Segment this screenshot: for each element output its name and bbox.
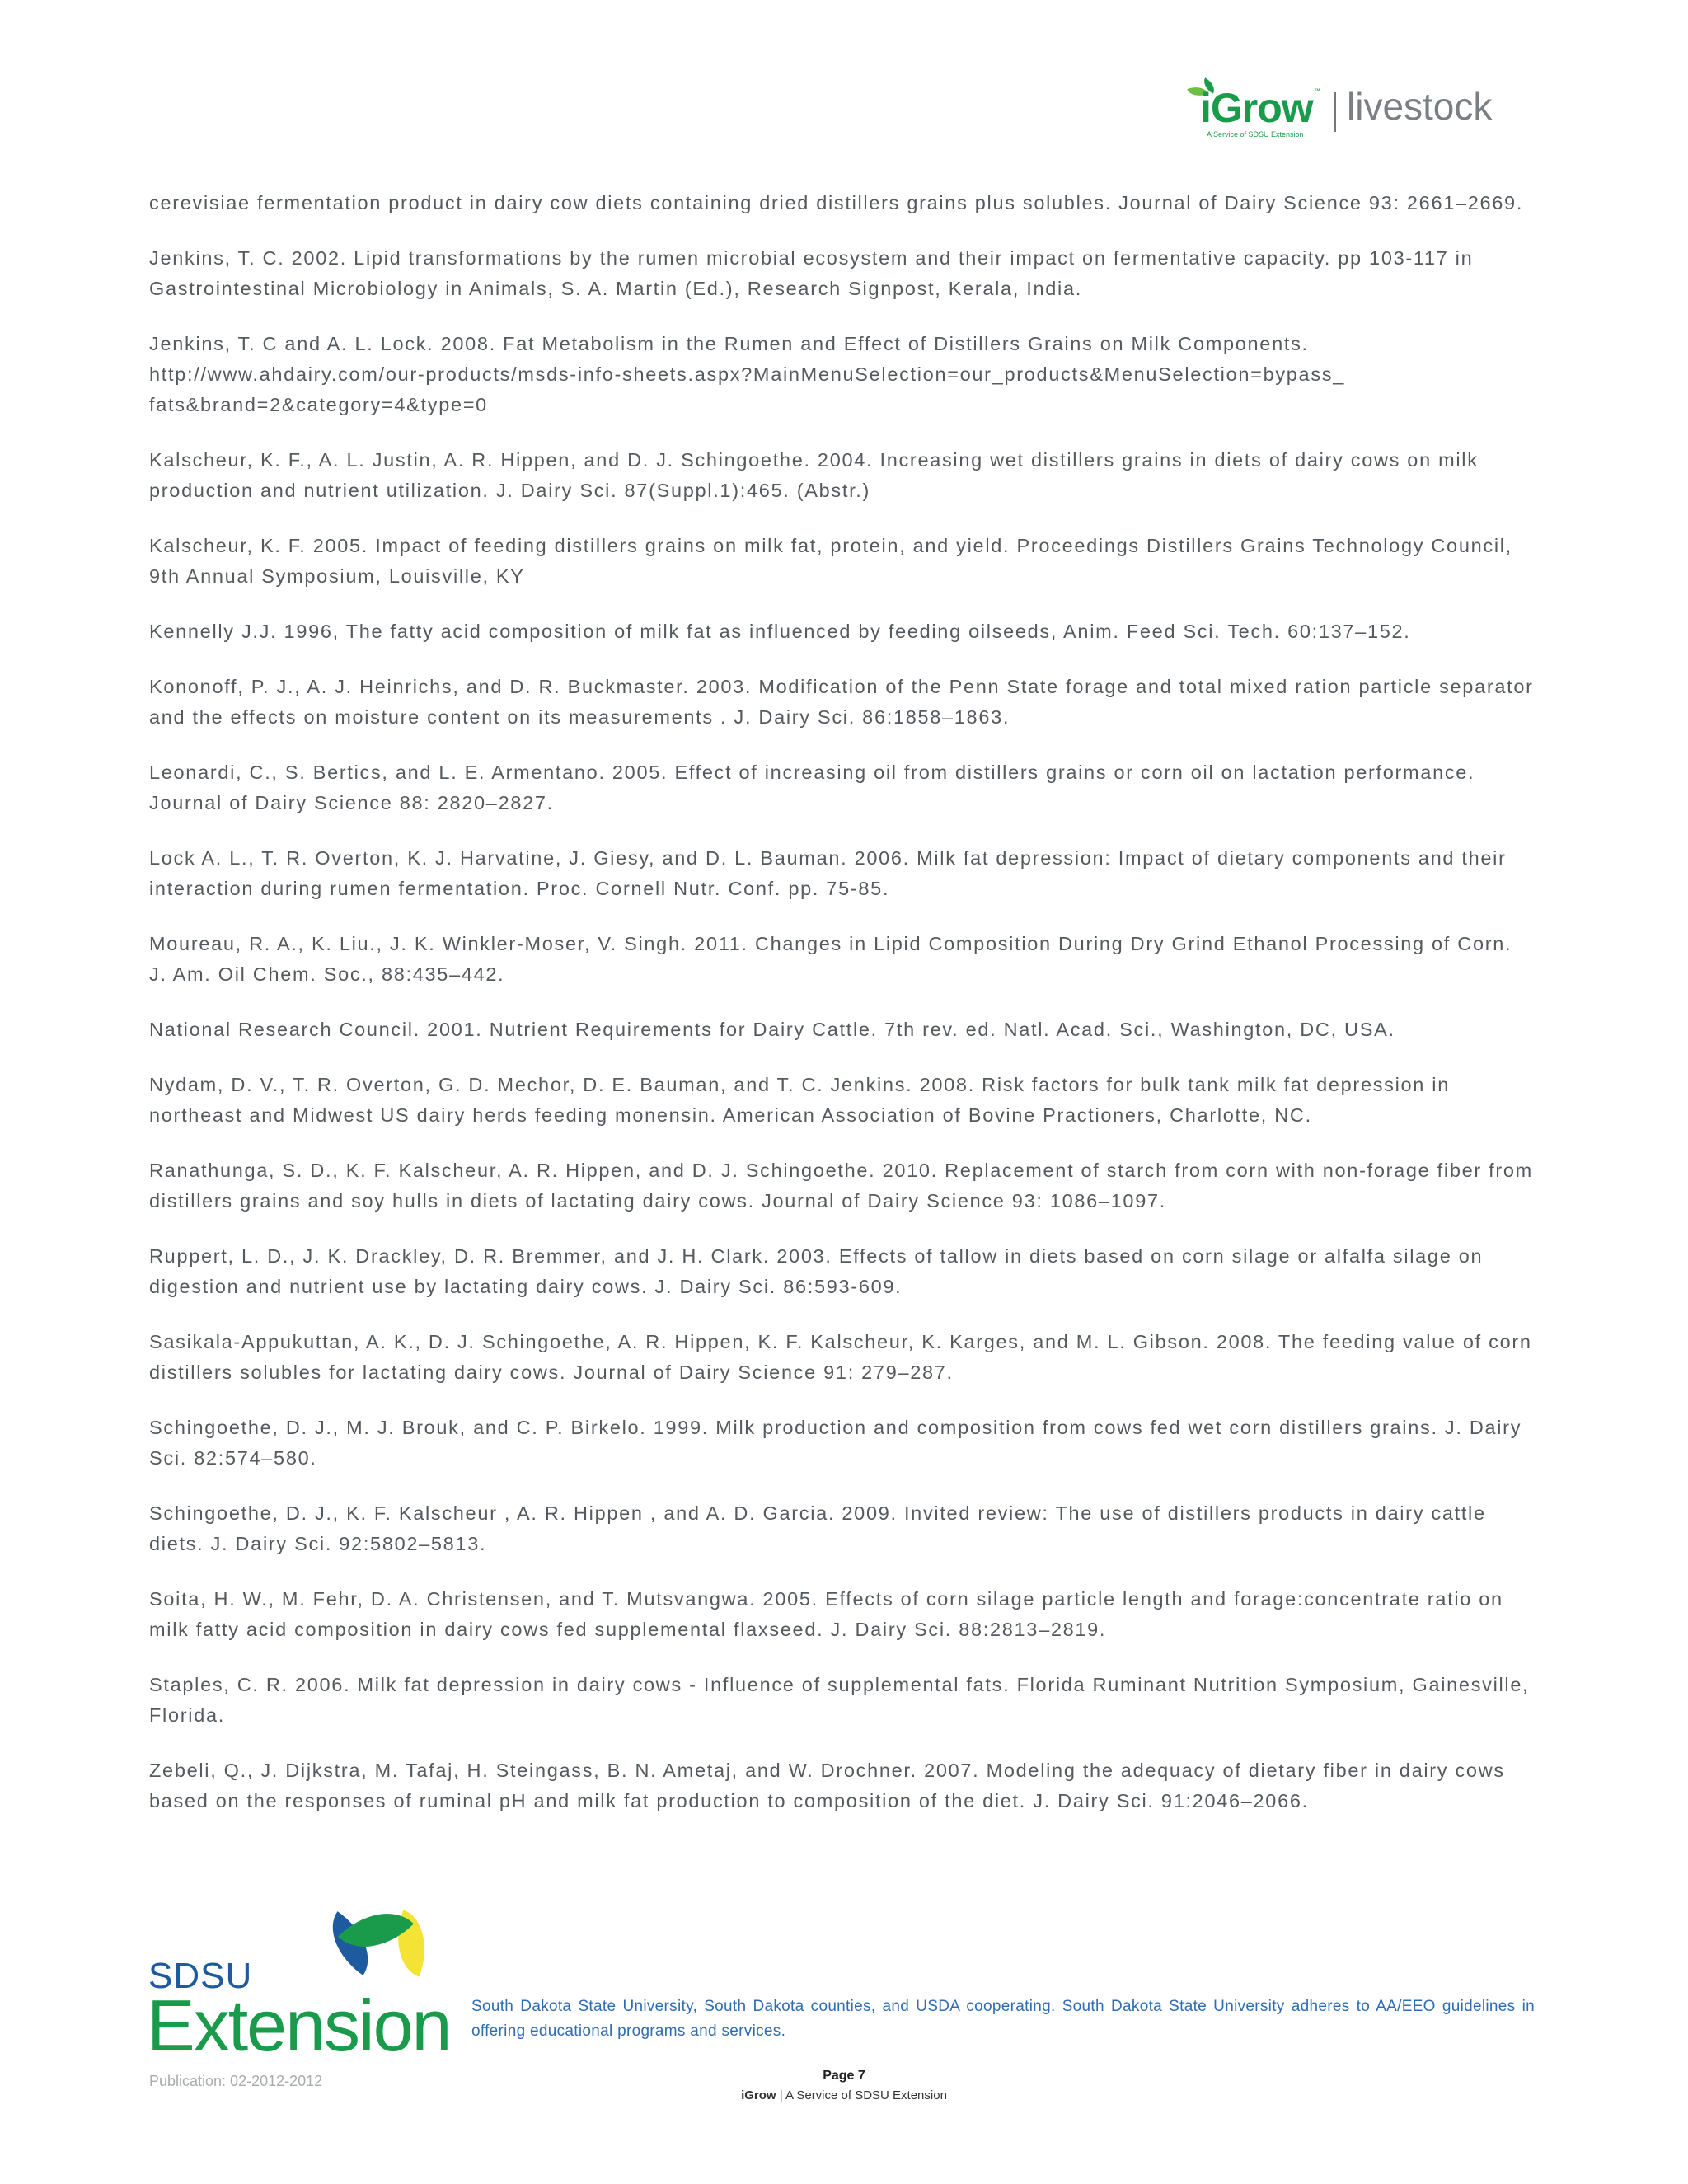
reference-item: National Research Council. 2001. Nutrient Requirements for Dairy Cattle. 7th rev. ed. Natl. Acad. Sci., Washington, DC, USA. — [149, 1019, 1395, 1040]
reference-item: Schingoethe, D. J., M. J. Brouk, and C. P. Birkelo. 1999. Milk production and composition from cows fed wet corn distillers grains. J. Dairy Sci. 82:574–580. — [149, 1417, 1522, 1469]
reference-item: Zebeli, Q., J. Dijkstra, M. Tafaj, H. Steingass, B. N. Ametaj, and W. Drochner. 2007. Modeling the adequacy of dietary fiber in dairy cows based on the responses of ruminal pH and milk fat production to composition of the diet. J. Dairy Sci. 91:2046–2066. — [149, 1760, 1505, 1811]
reference-item: Soita, H. W., M. Fehr, D. A. Christensen, and T. Mutsvangwa. 2005. Effects of corn silage particle length and forage:concentrate ratio on milk fatty acid composition in dairy cows fed supplemental flaxseed. J. Dairy Sci. 88:2813–2819. — [149, 1588, 1503, 1640]
service-brand: iGrow — [741, 2088, 776, 2102]
igrow-logo — [1184, 81, 1324, 147]
reference-item: cerevisiae fermentation product in dairy cow diets containing dried distillers grains plus solubles. Journal of Dairy Science 93: 2661–2669. — [149, 192, 1524, 213]
reference-item: Jenkins, T. C. 2002. Lipid transformations by the rumen microbial ecosystem and their impact on fermentative capacity. pp 103-117 in Gastrointestinal Microbiology in Animals, S. A. Martin (Ed.), Research Signpost, Kerala, India. — [149, 247, 1474, 299]
references-list — [149, 188, 1534, 1841]
publication-number: Publication: 02-2012-2012 — [149, 2073, 323, 2089]
section-title: livestock — [1347, 85, 1493, 128]
reference-item: Moureau, R. A., K. Liu., J. K. Winkler-Moser, V. Singh. 2011. Changes in Lipid Composition During Dry Grind Ethanol Processing of Corn. J. Am. Oil Chem. Soc., 88:435–442. — [149, 933, 1512, 985]
service-line — [0, 2088, 1688, 2102]
page-number: Page 7 — [823, 2069, 865, 2083]
header — [1184, 81, 1530, 147]
igrow-wordmark: iGrow — [1200, 85, 1313, 131]
reference-item: Sasikala-Appukuttan, A. K., D. J. Schingoethe, A. R. Hippen, K. F. Kalscheur, K. Karges, and M. L. Gibson. 2008. The feeding value of corn distillers solubles for lactating dairy cows. Journal of Dairy Science 91: 279–287. — [149, 1331, 1532, 1383]
reference-item: Leonardi, C., S. Bertics, and L. E. Armentano. 2005. Effect of increasing oil from distillers grains or corn oil on lactation performance. Journal of Dairy Science 88: 2820–2827. — [149, 762, 1475, 813]
sdsu-extension-logo — [147, 1891, 451, 2066]
reference-item: Schingoethe, D. J., K. F. Kalscheur , A. R. Hippen , and A. D. Garcia. 2009. Invited review: The use of distillers products in dairy cattle diets. J. Dairy Sci. 92:5802–5813. — [149, 1502, 1486, 1554]
reference-item: Ruppert, L. D., J. K. Drackley, D. R. Bremmer, and J. H. Clark. 2003. Effects of tallow in diets based on corn silage or alfalfa silage on digestion and nutrient use by lactating dairy cows. J. Dairy Sci. 86:593-609. — [149, 1245, 1484, 1297]
footer-disclaimer: South Dakota State University, South Dakota counties, and USDA cooperating. South Dakota State University adheres to AA/EEO guidelines in offering educational programs and services. — [471, 1998, 1535, 2040]
trademark-mark: ™ — [1314, 87, 1320, 95]
reference-item: Ranathunga, S. D., K. F. Kalscheur, A. R. Hippen, and D. J. Schingoethe. 2010. Replacement of starch from corn with non-forage fiber from distillers grains and soy hulls in diets of lactating dairy cows. Journal of Dairy Science 93: 1086–1097. — [149, 1160, 1533, 1212]
reference-item: Staples, C. R. 2006. Milk fat depression in dairy cows - Influence of supplemental fats. Florida Ruminant Nutrition Symposium, Gainesville, Florida. — [149, 1674, 1530, 1726]
extension-text: Extension — [147, 1985, 451, 2066]
sdsu-text: SDSU — [148, 1956, 253, 1996]
reference-item: Kalscheur, K. F., A. L. Justin, A. R. Hippen, and D. J. Schingoethe. 2004. Increasing wet distillers grains in diets of dairy cows on milk production and nutrient utilization. J. Dairy Sci. 87(Suppl.1):465. (Abstr.) — [149, 449, 1479, 501]
reference-item: Kalscheur, K. F. 2005. Impact of feeding distillers grains on milk fat, protein, and yield. Proceedings Distillers Grains Technology Council, 9th Annual Symposium, Louisville, KY — [149, 535, 1512, 587]
header-divider — [1334, 92, 1336, 132]
reference-item: Jenkins, T. C and A. L. Lock. 2008. Fat Metabolism in the Rumen and Effect of Distillers Grains on Milk Components. http://www.ahdairy.com/our-products/msds-info-sheets.aspx?MainMenuSelection=our_products&MenuSelection=bypass_ fats&brand=2&category=4&type=0 — [149, 333, 1345, 415]
igrow-tagline: A Service of SDSU Extension — [1207, 130, 1304, 138]
reference-item: Kononoff, P. J., A. J. Heinrichs, and D. R. Buckmaster. 2003. Modification of the Penn State forage and total mixed ration particle separator and the effects on moisture content on its measurements . J. Dairy Sci. 86:1858–1863. — [149, 676, 1534, 728]
service-text: | A Service of SDSU Extension — [776, 2088, 947, 2102]
reference-item: Lock A. L., T. R. Overton, K. J. Harvatine, J. Giesy, and D. L. Bauman. 2006. Milk fat depression: Impact of dietary components and their interaction during rumen fermentation. Proc. Cornell Nutr. Conf. pp. 75-85. — [149, 847, 1507, 899]
reference-item: Kennelly J.J. 1996, The fatty acid composition of milk fat as influenced by feeding oilseeds, Anim. Feed Sci. Tech. 60:137–152. — [149, 621, 1411, 642]
reference-item: Nydam, D. V., T. R. Overton, G. D. Mechor, D. E. Bauman, and T. C. Jenkins. 2008. Risk factors for bulk tank milk fat depression in northeast and Midwest US dairy herds feeding monensin. American Association of Bovine Practioners, Charlotte, NC. — [149, 1074, 1451, 1126]
